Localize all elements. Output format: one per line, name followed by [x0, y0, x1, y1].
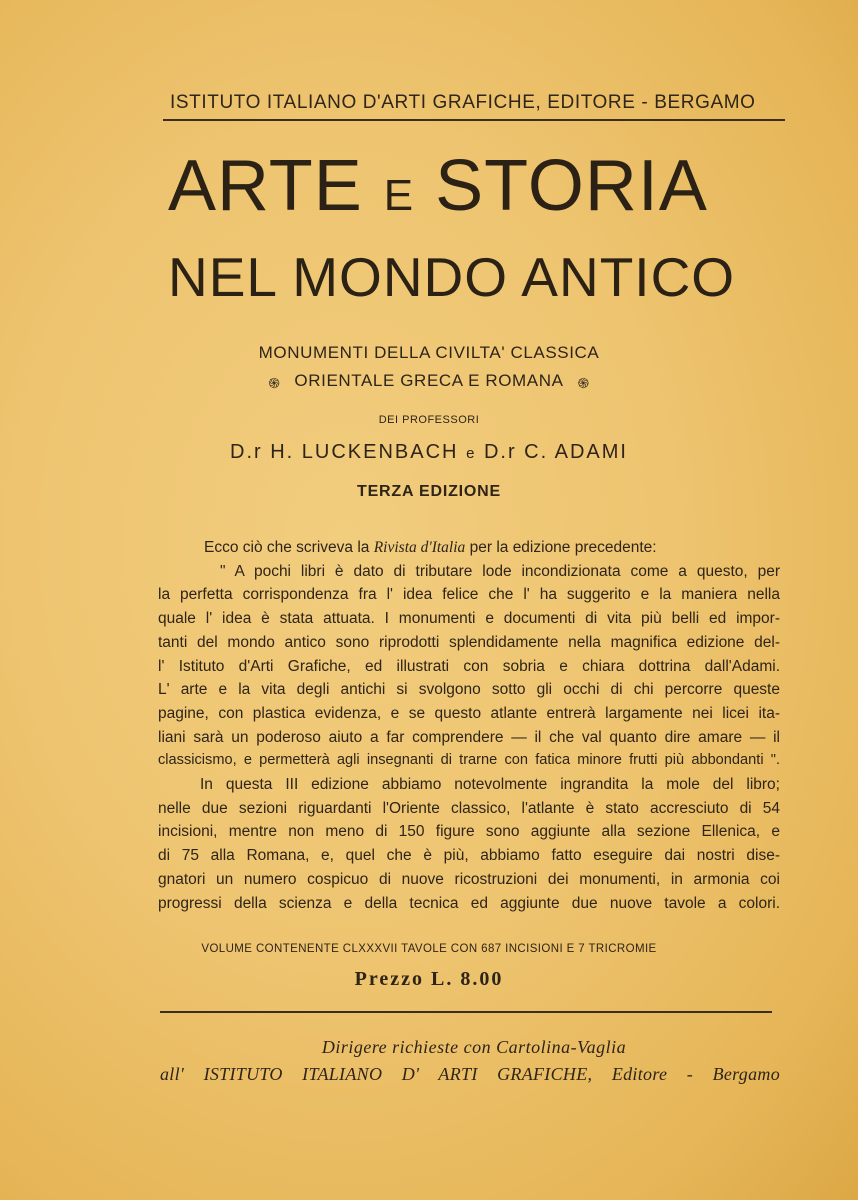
title-line-2: NEL MONDO ANTICO [168, 246, 736, 308]
title-word-storia: STORIA [435, 146, 708, 226]
subtitle-line-2 [0, 371, 858, 391]
body-line-14: gnatori un numero cospicuo di nuove ricostruzioni dei monumenti, in armonia coi [158, 870, 780, 888]
journal-name: Rivista d'Italia [373, 539, 466, 556]
body-line-15: progressi della scienza e della tecnica ed aggiunte due nuove tavole a colori. [158, 894, 780, 912]
body-line-13: di 75 alla Romana, e, quel che è più, abbiamo fatto eseguire dai nostri dise- [158, 847, 780, 865]
body-line-11: nelle due sezioni riguardanti l'Oriente classico, l'atlante è stato accresciuto di 54 [158, 799, 780, 817]
subtitle-line-2-text: ORIENTALE GRECA E ROMANA [294, 371, 564, 390]
body-line-8: liani sarà un poderoso aiuto a far comprendere — il che val quanto dire amare — il [158, 728, 780, 746]
body-line-3: quale l' idea è stata attuata. I monumenti e documenti di vita più belli ed impor- [158, 610, 780, 628]
body-line-6: L' arte e la vita degli antichi si svolgono sotto gli occhi di chi percorre queste [158, 681, 780, 699]
body-line-0 [158, 536, 780, 560]
order-instructions-line-1: Dirigere richieste con Cartolina-Vaglia [321, 1037, 627, 1057]
publisher-header: ISTITUTO ITALIANO D'ARTI GRAFICHE, EDITORE - BERGAMO [170, 92, 756, 113]
body-line-0-after: per la edizione precedente: [469, 539, 657, 556]
volume-info: VOLUME CONTENENTE CLXXXVII TAVOLE CON 687 INCISIONI E 7 TRICROMIE [201, 943, 657, 955]
title-line-1 [168, 146, 788, 226]
authors-conjunction: e [466, 445, 477, 462]
body-line-12: incisioni, mentre non meno di 150 figure sono aggiunte alla sezione Ellenica, e [158, 823, 780, 841]
order-instructions-line-2: all' ISTITUTO ITALIANO D' ARTI GRAFICHE, Editore - Bergamo [160, 1064, 780, 1084]
body-line-2: la perfetta corrispondenza fra l' idea felice che l' ha suggerito e la maniera nella [158, 586, 780, 604]
ornament-left-icon: ֍ [268, 375, 281, 391]
author-luckenbach: D.r H. LUCKENBACH [230, 441, 459, 463]
price-label: Prezzo L. 8.00 [354, 968, 504, 990]
top-rule [163, 119, 785, 121]
author-adami: D.r C. ADAMI [483, 441, 628, 463]
title-word-arte: ARTE [168, 146, 363, 226]
body-line-7: pagine, con plastica evidenza, e se questo atlante entrerà largamente nei licei ita- [158, 704, 780, 722]
body-line-10: In questa III edizione abbiamo notevolmente ingrandita la mole del libro; [200, 776, 780, 794]
body-line-0-before: Ecco ciò che scriveva la [204, 539, 370, 556]
title-word-e: E [383, 171, 415, 220]
authors-intro: DEI PROFESSORI [378, 414, 480, 426]
body-line-1: " A pochi libri è dato di tributare lode incondizionata come a questo, per [220, 562, 780, 580]
ornament-right-icon: ֍ [577, 375, 590, 391]
body-line-5: l' Istituto d'Arti Grafiche, ed illustrati con sobria e chiara dottrina dall'Adami. [158, 657, 780, 675]
authors-line [0, 441, 858, 464]
description-body [158, 536, 780, 915]
subtitle-line-1: MONUMENTI DELLA CIVILTA' CLASSICA [258, 343, 600, 362]
body-line-9: classicismo, e permetterà agli insegnanti di trarne con fatica minore frutti più abbondanti ". [158, 752, 780, 769]
body-line-4: tanti del mondo antico sono riprodotti splendidamente nella magnifica edizione del- [158, 633, 780, 651]
bottom-rule [160, 1011, 772, 1013]
edition-label: TERZA EDIZIONE [357, 483, 501, 500]
